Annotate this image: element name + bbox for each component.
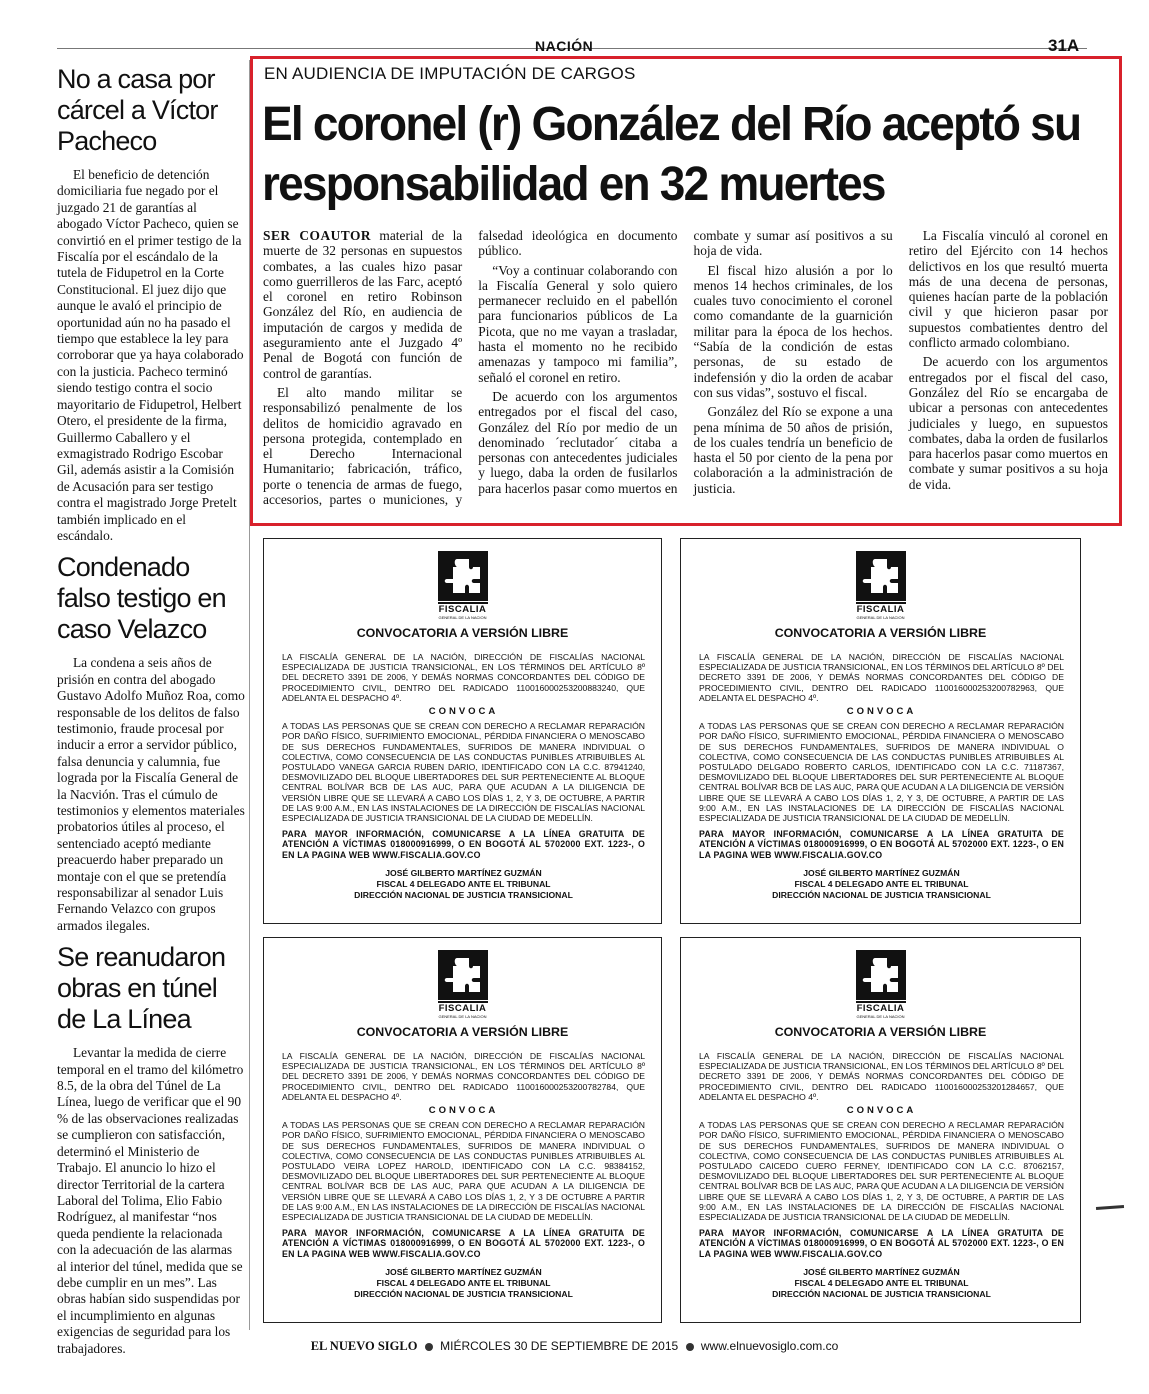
article-paragraph: González del Río se expone a una pena mínima de 50 años de prisión, de los cuales tendría un beneficio de hasta el 50 por ciento de la pena por colaboración a la administración de justicia. (693, 404, 893, 496)
signer-name: JOSÉ GILBERTO MARTÍNEZ GUZMÁN (385, 867, 542, 878)
notice-contact: PARA MAYOR INFORMACIÓN, COMUNICARSE A LA LÍNEA GRATUITA DE ATENCIÓN A VÍCTIMAS 018000916999, O EN BOGOTÁ AL 5702000 EXT. 1223-, O EN LA PAGINA WEB WWW.FISCALIA.GOV.CO (282, 1228, 645, 1259)
notice-box (263, 937, 662, 1323)
signer-role: FISCAL 4 DELEGADO ANTE EL TRIBUNAL (794, 1277, 969, 1288)
side-column (57, 64, 245, 1365)
side-story-title: No a casa por cárcel a Víctor Pacheco (57, 64, 218, 156)
notice-contact: PARA MAYOR INFORMACIÓN, COMUNICARSE A LA LÍNEA GRATUITA DE ATENCIÓN A VÍCTIMAS 018000916999, O EN BOGOTÁ AL 5702000 EXT. 1223-, O EN LA PAGINA WEB WWW.FISCALIA.GOV.CO (699, 829, 1064, 860)
notice-signature (282, 868, 645, 901)
logo-word: FISCALIA (438, 1003, 487, 1014)
logo-word: FISCALIA (438, 604, 487, 615)
bullet-icon (686, 1343, 694, 1351)
notice-convoca: CONVOCA (846, 706, 917, 718)
signer-office: DIRECCIÓN NACIONAL DE JUSTICIA TRANSICIONAL (354, 889, 573, 900)
fiscalia-logo (856, 551, 906, 620)
notice-body (699, 652, 1064, 901)
section-label: NACIÓN (535, 38, 594, 54)
article-paragraph: El fiscal hizo alusión a por lo menos 14 hechos criminales, de los cuales tuvo conocimiento el coronel como comandante de la guarnición militar para la época de los hechos. “Sabía de la condición de estas personas, de su estado de indefensión y dio la orden de acabar con sus vidas”, sostuvo el fiscal. (693, 262, 893, 400)
fiscalia-logo (438, 551, 488, 620)
notice-body (699, 1051, 1064, 1300)
signer-name: JOSÉ GILBERTO MARTÍNEZ GUZMÁN (803, 1266, 960, 1277)
fiscalia-logo (438, 950, 488, 1019)
signer-role: FISCAL 4 DELEGADO ANTE EL TRIBUNAL (794, 878, 969, 889)
page-number: 31A (1048, 36, 1080, 55)
article-body (263, 228, 1108, 518)
notice-convoca: CONVOCA (428, 1105, 499, 1117)
footer-date: MIÉRCOLES 30 DE SEPTIEMBRE DE 2015 (440, 1339, 679, 1353)
notice-convoca: CONVOCA (846, 1105, 917, 1117)
side-story-body: La condena a seis años de prisión en contra del abogado Gustavo Adolfo Muñoz Roa, como responsable de los delitos de falso testimonio, fraude procesal por inducir a error a servidor público, falsa denuncia y calumnia, fue lograda por la Fiscalía General de la Nacvión. Tras el cúmulo de testimonios y elementos materiales probatorios útiles al proceso, el sentenciado aceptó mediante preacuerdo haber preparado un montaje con el que se pretendía responsabilizar al senador Luis Fernando Velazco con grupos armados ilegales. (57, 655, 245, 933)
logo-sub: GENERAL DE LA NACION (856, 615, 905, 620)
scan-mark (1096, 1205, 1124, 1210)
notice-title: CONVOCATORIA A VERSIÓN LIBRE (356, 626, 569, 640)
notice-intro: LA FISCALÍA GENERAL DE LA NACIÓN, DIRECCIÓN DE FISCALÍAS NACIONAL ESPECIALIZADA DE JUSTICIA TRANSICIONAL, EN LOS TÉRMINOS DEL ARTÍCULO 8º DEL DECRETO 3391 DE 2006, Y DEMÁS NORMAS CONCORDANTES DEL CÓDIGO DE PROCEDIMIENTO CIVIL, DENTRO DEL RADICADO 110016000253200782784, QUE ADELANTA EL DESPACHO 4º. (282, 1051, 645, 1102)
notice-intro: LA FISCALÍA GENERAL DE LA NACIÓN, DIRECCIÓN DE FISCALÍAS NACIONAL ESPECIALIZADA DE JUSTICIA TRANSICIONAL, EN LOS TÉRMINOS DEL ARTÍCULO 8º DEL DECRETO 3391 DE 2006, Y DEMÁS NORMAS CONCORDANTES DEL CÓDIGO DE PROCEDIMIENTO CIVIL, DENTRO DEL RADICADO 110016000253200883240, QUE ADELANTA EL DESPACHO 4º. (282, 652, 645, 703)
article-kicker: EN AUDIENCIA DE IMPUTACIÓN DE CARGOS (264, 64, 636, 83)
article-paragraph: De acuerdo con los argumentos entregados por el fiscal del caso, González del Río por medio de un denominado ´reclutador´ citaba a personas con antecedentes judiciales y luego, daba la orden de fusilarlos para hacerlos pasar como muertos en combate y sumar así positivos a su hoja de vida. (478, 228, 893, 496)
article-lead: SER COAUTOR (263, 228, 372, 243)
logo-word: FISCALIA (856, 604, 905, 615)
page-footer (0, 1339, 1149, 1354)
footer-brand: EL NUEVO SIGLO (310, 1339, 418, 1353)
signer-name: JOSÉ GILBERTO MARTÍNEZ GUZMÁN (385, 1266, 542, 1277)
notice-box (680, 937, 1081, 1323)
article-paragraph: La Fiscalía vinculó al coronel en retiro del Ejército con 14 hechos delictivos en los que resultó muerta más de una decena de personas, quienes hacían parte de la población civil y que hicieron pasar por supuestos combatientes dentro del conflicto armado colombiano. (908, 228, 1108, 351)
notice-body (282, 1051, 645, 1300)
notice-contact: PARA MAYOR INFORMACIÓN, COMUNICARSE A LA LÍNEA GRATUITA DE ATENCIÓN A VÍCTIMAS 018000916999, O EN BOGOTÁ AL 5702000 EXT. 1223-, O EN LA PAGINA WEB WWW.FISCALIA.GOV.CO (699, 1228, 1064, 1259)
fiscalia-emblem-icon (856, 551, 906, 601)
bullet-icon (425, 1343, 433, 1351)
notice-summons: A TODAS LAS PERSONAS QUE SE CREAN CON DERECHO A RECLAMAR REPARACIÓN POR DAÑO FÍSICO, SUFRIMIENTO EMOCIONAL, PÉRDIDA FINANCIERA O MENOSCABO DE SUS DERECHOS FUNDAMENTALES, SUFRIDOS DE MANERA INDIVIDUAL O COLECTIVA, COMO CONSECUENCIA DE LAS CONDUCTAS PUNIBLES ATRIBUIBLES AL POSTULADO VANEGA GARCIA RUBEN DARIO, IDENTIFICADO CON LA C.C. 87941240, DESMOVILIZADO DEL BLOQUE LIBERTADORES DEL SUR PERTENECIENTE AL BLOQUE CENTRAL BOLÍVAR BCB DE LAS AUC, PARA QUE ACUDAN A LA DILIGENCIA DE VERSIÓN LIBRE QUE SE LLEVARÁ A CABO LOS DÍAS 1, 2, Y 3, DE OCTUBRE, A PARTIR DE LAS 9:00 A.M., EN LAS INSTALACIONES DE LA DIRECCIÓN DE FISCALÍAS NACIONAL ESPECIALIZADA DE JUSTICIA TRANSICIONAL DE LA CIUDAD DE MEDELLÍN. (282, 721, 645, 824)
logo-sub: GENERAL DE LA NACION (438, 615, 487, 620)
signer-office: DIRECCIÓN NACIONAL DE JUSTICIA TRANSICIONAL (354, 1288, 573, 1299)
article-paragraph: El alto mando militar se responsabilizó penalmente de los delitos de homicidio agravado en persona protegida, contemplado en el Derecho Internacional Humanitario; fabricación, tráfico, porte o tenencia de armas de fuego, accesorios, partes o municiones, y falsedad ideológica en documento público. (263, 228, 678, 508)
notice-signature (699, 1267, 1064, 1300)
notice-signature (699, 868, 1064, 901)
signer-office: DIRECCIÓN NACIONAL DE JUSTICIA TRANSICIONAL (772, 889, 991, 900)
notice-title: CONVOCATORIA A VERSIÓN LIBRE (356, 1025, 569, 1039)
notice-summons: A TODAS LAS PERSONAS QUE SE CREAN CON DERECHO A RECLAMAR REPARACIÓN POR DAÑO FÍSICO, SUFRIMIENTO EMOCIONAL, PÉRDIDA FINANCIERA O MENOSCABO DE SUS DERECHOS FUNDAMENTALES, SUFRIDOS DE MANERA INDIVIDUAL O COLECTIVA, COMO CONSECUENCIA DE LAS CONDUCTAS PUNIBLES ATRIBUIBLES AL POSTULADO DELGADO ROBERTO CARLOS, IDENTIFICADO CON LA C.C. 71187367, DESMOVILIZADO DEL BLOQUE LIBERTADORES DEL SUR PERTENECIENTE AL BLOQUE CENTRAL BOLÍVAR BCB DE LAS AUC, PARA QUE ACUDAN A LA DILIGENCIA DE VERSIÓN LIBRE QUE SE LLEVARÁ A CABO LOS DÍAS 1, 2, Y 3, DE OCTUBRE, A PARTIR DE LAS 9:00 A.M., EN LAS INSTALACIONES DE LA DIRECCIÓN DE FISCALÍAS NACIONAL ESPECIALIZADA DE JUSTICIA TRANSICIONAL DE LA CIUDAD DE MEDELLÍN. (699, 721, 1064, 824)
fiscalia-emblem-icon (438, 551, 488, 601)
notice-title: CONVOCATORIA A VERSIÓN LIBRE (774, 626, 987, 640)
logo-word: FISCALIA (856, 1003, 905, 1014)
article-paragraph: De acuerdo con los argumentos entregados por el fiscal del caso, González del Río se encargaba de ubicar a personas con antecedentes judiciales y luego, en supuestos combates, daba la orden de fusilarlos para hacerlos pasar como muertos en combate y sumar positivos a su hoja de vida. (908, 354, 1108, 492)
notice-signature (282, 1267, 645, 1300)
fiscalia-emblem-icon (856, 950, 906, 1000)
notice-title: CONVOCATORIA A VERSIÓN LIBRE (774, 1025, 987, 1039)
fiscalia-emblem-icon (438, 950, 488, 1000)
signer-name: JOSÉ GILBERTO MARTÍNEZ GUZMÁN (803, 867, 960, 878)
side-story-body: Levantar la medida de cierre temporal en el tramo del kilómetro 8.5, de la obra del Túnel de La Línea, luego de verificar que el 90 % de las observaciones realizadas se cumplieron con satisfacción, determinó el Ministerio de Trabajo. El anuncio lo hizo el director Territorial de la cartera Laboral del Tolima, Elio Fabio Rodríguez, al manifestar “nos queda pendiente la relacionada con la adecuación de las alarmas al interior del túnel, medida que se debe cumplir en un mes”. Las obras habían sido suspendidas por el incumplimiento en algunas exigencias de seguridad para los trabajadores. (57, 1045, 244, 1356)
fiscalia-logo (856, 950, 906, 1019)
article-headline: El coronel (r) González del Río aceptó su responsabilidad en 32 muertes (262, 96, 1081, 211)
side-story-title: Se reanudaron obras en túnel de La Línea (57, 942, 226, 1035)
notice-summons: A TODAS LAS PERSONAS QUE SE CREAN CON DERECHO A RECLAMAR REPARACIÓN POR DAÑO FÍSICO, SUFRIMIENTO EMOCIONAL, PÉRDIDA FINANCIERA O MENOSCABO DE SUS DERECHOS FUNDAMENTALES, SUFRIDOS DE MANERA INDIVIDUAL O COLECTIVA, COMO CONSECUENCIA DE LAS CONDUCTAS PUNIBLES ATRIBUIBLES AL POSTULADO VEIRA LOPEZ HAROLD, IDENTIFICADO CON LA C.C. 98384152, DESMOVILIZADO DEL BLOQUE LIBERTADORES DEL SUR PERTENECIENTE AL BLOQUE CENTRAL BOLÍVAR BCB DE LAS AUC, PARA QUE ACUDAN A LA DILIGENCIA DE VERSIÓN LIBRE QUE SE LLEVARÁ A CABO LOS DÍAS 1, 2, Y 3 DE OCTUBRE A PARTIR DE LAS 9:00 A.M., EN LAS INSTALACIONES DE LA DIRECCIÓN DE FISCALÍAS NACIONAL ESPECIALIZADA DE JUSTICIA TRANSICIONAL DE LA CIUDAD DE MEDELLÍN. (282, 1120, 645, 1223)
notice-intro: LA FISCALÍA GENERAL DE LA NACIÓN, DIRECCIÓN DE FISCALÍAS NACIONAL ESPECIALIZADA DE JUSTICIA TRANSICIONAL, EN LOS TÉRMINOS DEL ARTÍCULO 8º DEL DECRETO 3391 DE 2006, Y DEMÁS NORMAS CONCORDANTES DEL CÓDIGO DE PROCEDIMIENTO CIVIL, DENTRO DEL RADICADO 110016000253200782963, QUE ADELANTA EL DESPACHO 4º. (699, 652, 1064, 703)
notice-box (680, 538, 1081, 924)
notice-summons: A TODAS LAS PERSONAS QUE SE CREAN CON DERECHO A RECLAMAR REPARACIÓN POR DAÑO FÍSICO, SUFRIMIENTO EMOCIONAL, PÉRDIDA FINANCIERA O MENOSCABO DE SUS DERECHOS FUNDAMENTALES, SUFRIDOS DE MANERA INDIVIDUAL O COLECTIVA, COMO CONSECUENCIA DE LAS CONDUCTAS PUNIBLES ATRIBUIBLES AL POSTULADO CAICEDO CUERO FERNEY, IDENTIFICADO CON LA C.C. 87062157, DESMOVILIZADO DEL BLOQUE LIBERTADORES DEL SUR PERTENECIENTE AL BLOQUE CENTRAL BOLÍVAR BCB DE LAS AUC, PARA QUE ACUDAN A LA DILIGENCIA DE VERSIÓN LIBRE QUE SE LLEVARÁ A CABO LOS DÍAS 1, 2, Y 3, DE OCTUBRE, A PARTIR DE LAS 9:00 A.M., EN LAS INSTALACIONES DE LA DIRECCIÓN DE FISCALÍAS NACIONAL ESPECIALIZADA DE JUSTICIA TRANSICIONAL DE LA CIUDAD DE MEDELLÍN. (699, 1120, 1064, 1223)
notice-intro: LA FISCALÍA GENERAL DE LA NACIÓN, DIRECCIÓN DE FISCALÍAS NACIONAL ESPECIALIZADA DE JUSTICIA TRANSICIONAL, EN LOS TÉRMINOS DEL ARTÍCULO 8º DEL DECRETO 3391 DE 2006, Y DEMÁS NORMAS CONCORDANTES DEL CÓDIGO DE PROCEDIMIENTO CIVIL, DENTRO DEL RADICADO 110016000253201284657, QUE ADELANTA EL DESPACHO 4º. (699, 1051, 1064, 1102)
notice-body (282, 652, 645, 901)
side-story-body: El beneficio de detención domiciliaria fue negado por el juzgado 21 de garantías al abogado Víctor Pacheco, quien se convirtió en el primer testigo de la Fiscalía por el escándalo de la tutela de Fidupetrol en la Corte Constitucional. El juez dijo que aunque le avaló el principio de oportunidad aún no ha pasado el tiempo que establece la ley para corroborar que ya haya colaborado con la justicia. Pacheco terminó siendo testigo contra el socio mayoritario de Fidupetrol, Helbert Otero, el presidente de la firma, Guillermo Caballero y el exmagistrado Rodrigo Escobar Gil, además asistir a la Comisión de Acusación para ser testigo contra el magistrado Jorge Pretelt también implicado en el escándalo. (57, 167, 244, 543)
signer-office: DIRECCIÓN NACIONAL DE JUSTICIA TRANSICIONAL (772, 1288, 991, 1299)
footer-url: www.elnuevosiglo.com.co (700, 1339, 839, 1353)
article-paragraph: SER COAUTOR material de la muerte de 32 personas en supuestos combates, a las cuales hizo pasar como guerrilleros de las Farc, aceptó el coronel en retiro Robinson González del Río, en audiencia de imputación de cargos y medida de aseguramiento ante el Juzgado 4º Penal de Bogotá con función de control de garantías. (263, 228, 463, 381)
notice-convoca: CONVOCA (428, 706, 499, 718)
signer-role: FISCAL 4 DELEGADO ANTE EL TRIBUNAL (376, 1277, 551, 1288)
side-story-title: Condenado falso testigo en caso Velazco (57, 552, 226, 645)
article-paragraph: “Voy a continuar colaborando con la Fiscalía General y solo quiero permanecer recluido en el pabellón para funcionarios públicos de La Picota, que no me vayan a trasladar, hasta el momento no he recibido amenazas y tampoco mi familia”, señaló el coronel en retiro. (478, 262, 678, 385)
signer-role: FISCAL 4 DELEGADO ANTE EL TRIBUNAL (376, 878, 551, 889)
logo-sub: GENERAL DE LA NACION (856, 1014, 905, 1019)
notice-contact: PARA MAYOR INFORMACIÓN, COMUNICARSE A LA LÍNEA GRATUITA DE ATENCIÓN A VÍCTIMAS 018000916999, O EN BOGOTÁ AL 5702000 EXT. 1223-, O EN LA PAGINA WEB WWW.FISCALIA.GOV.CO (282, 829, 645, 860)
notice-box (263, 538, 662, 924)
logo-sub: GENERAL DE LA NACION (438, 1014, 487, 1019)
